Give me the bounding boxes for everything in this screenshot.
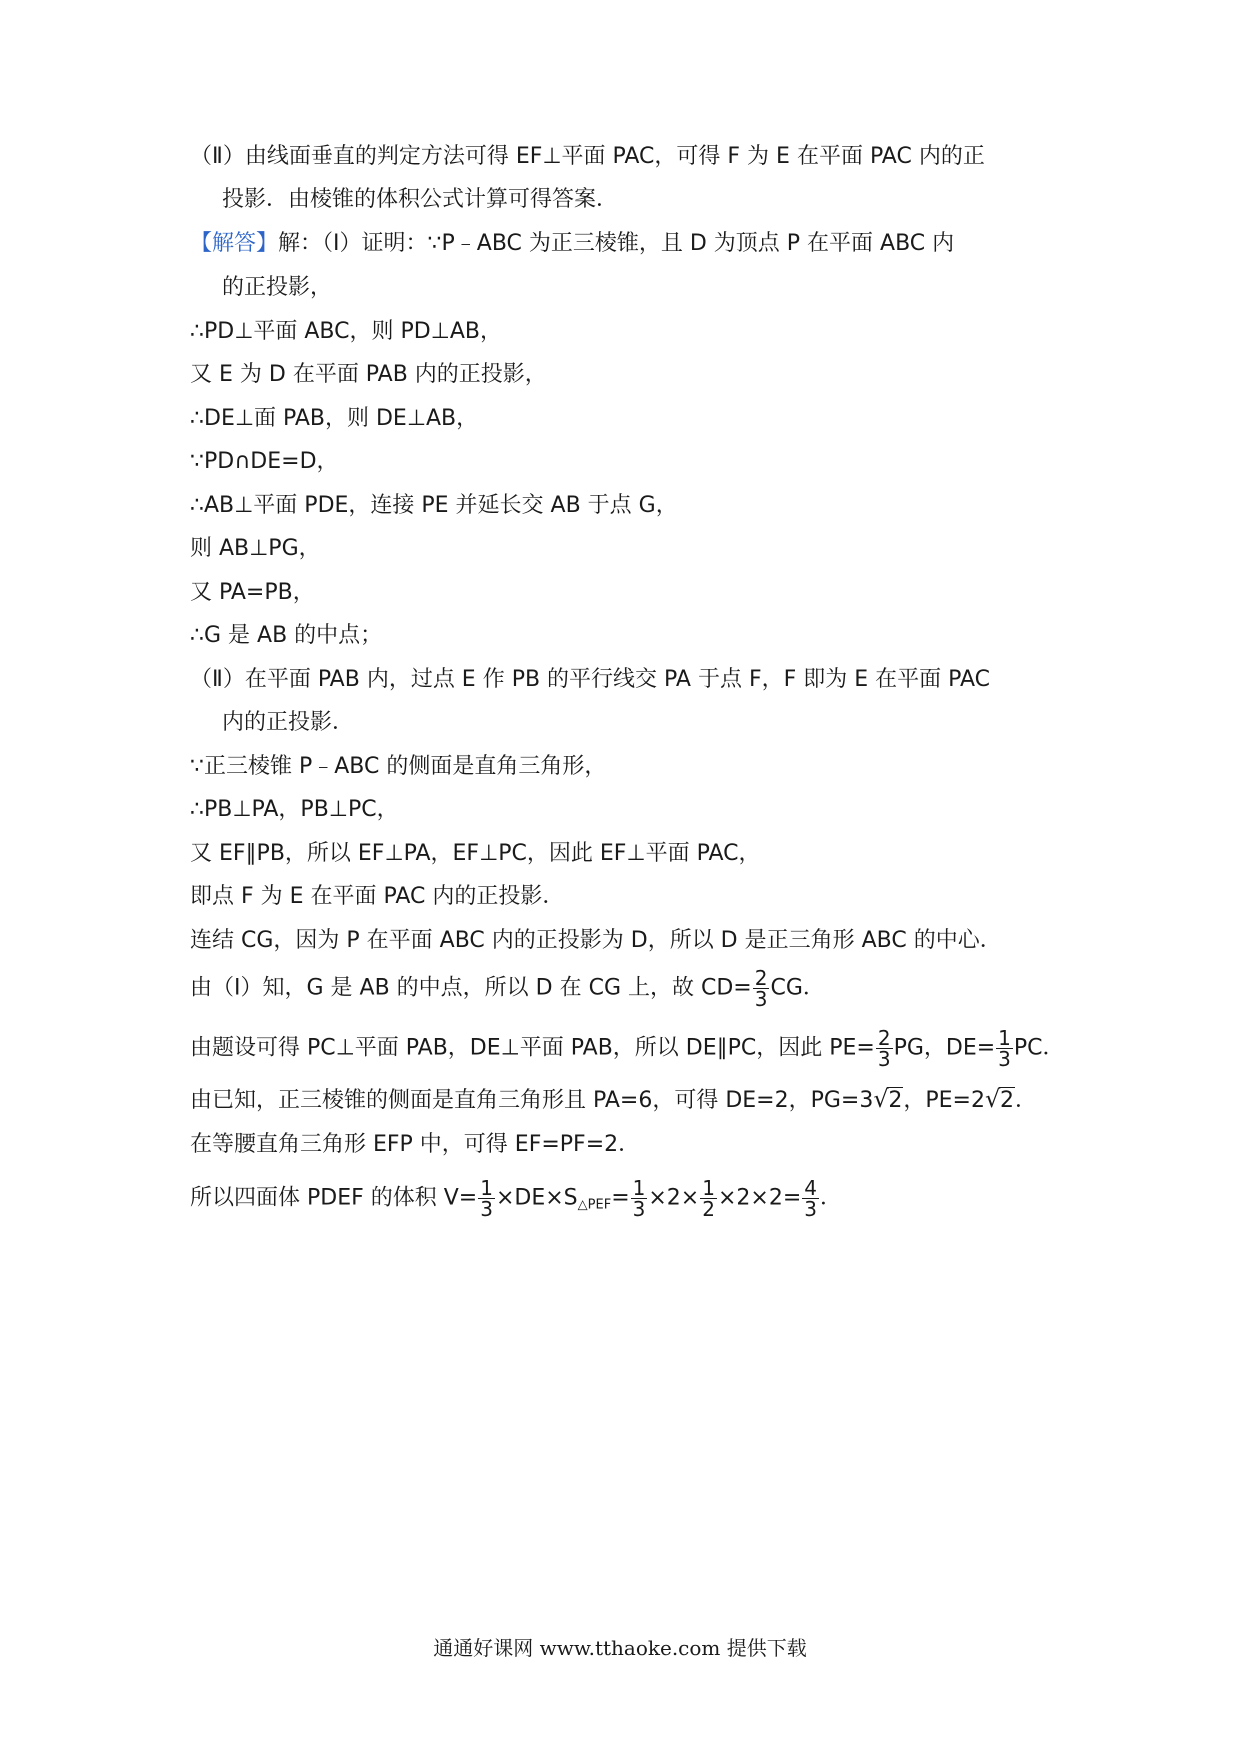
text-line: 又 E 为 D 在平面 PAB 内的正投影， bbox=[190, 362, 547, 387]
text-line: ∵PD∩DE=D， bbox=[190, 449, 339, 474]
text-span: 由题设可得 PC⊥平面 PAB，DE⊥平面 PAB，所以 DE∥PC，因此 PE= bbox=[190, 1035, 875, 1061]
text-line: 又 PA=PB， bbox=[190, 580, 315, 605]
formula-line bbox=[190, 1085, 1037, 1117]
text-span: PC． bbox=[1013, 1035, 1065, 1061]
denominator: 3 bbox=[877, 1047, 891, 1071]
text-line: ∴PD⊥平面 ABC，则 PD⊥AB， bbox=[190, 319, 502, 344]
radicand: 2 bbox=[999, 1088, 1014, 1113]
text-span: 所以四面体 PDEF 的体积 V= bbox=[190, 1185, 478, 1211]
numerator: 1 bbox=[998, 1026, 1011, 1050]
radical-sign: √ bbox=[873, 1085, 889, 1113]
text-span: ×2×2= bbox=[717, 1185, 802, 1211]
fraction bbox=[753, 968, 770, 1009]
text-line: 内的正投影． bbox=[222, 710, 355, 735]
text-line: 即点 F 为 E 在平面 PAC 内的正投影． bbox=[190, 884, 565, 909]
radical-sign: √ bbox=[984, 1085, 1001, 1113]
fraction bbox=[700, 1178, 717, 1219]
text-line: 则 AB⊥PG， bbox=[190, 536, 321, 561]
text-line: 的正投影， bbox=[222, 275, 333, 300]
text-span: 解：（Ⅰ）证明：∵P﹣ABC 为正三棱锥，且 D 为顶点 P 在平面 ABC 内 bbox=[278, 231, 955, 256]
text-line: ∴PB⊥PA，PB⊥PC， bbox=[190, 797, 399, 822]
fraction bbox=[876, 1028, 893, 1069]
numerator: 4 bbox=[804, 1176, 817, 1200]
denominator: 3 bbox=[632, 1197, 646, 1221]
answer-tag: 【解答】 bbox=[190, 231, 279, 256]
text-span: PG，DE= bbox=[893, 1035, 996, 1061]
radicand: 2 bbox=[888, 1088, 903, 1113]
fraction bbox=[478, 1178, 495, 1219]
numerator: 2 bbox=[877, 1026, 891, 1050]
answer-header-line bbox=[190, 228, 954, 260]
text-span: ×DE×S bbox=[495, 1185, 578, 1211]
text-span: CG． bbox=[770, 975, 825, 1001]
numerator: 2 bbox=[754, 966, 768, 990]
text-span: ． bbox=[820, 1185, 843, 1211]
text-span: = bbox=[611, 1185, 630, 1211]
fraction bbox=[996, 1028, 1013, 1069]
formula-line bbox=[190, 968, 825, 1009]
denominator: 3 bbox=[998, 1047, 1011, 1071]
denominator: 3 bbox=[754, 987, 768, 1011]
text-span: 由已知，正三棱锥的侧面是直角三角形且 PA=6，可得 DE=2，PG=3 bbox=[190, 1088, 874, 1113]
text-span: ×2× bbox=[648, 1185, 700, 1211]
text-line: 连结 CG，因为 P 在平面 ABC 内的正投影为 D，所以 D 是正三角形 ABC 的中心． bbox=[190, 928, 1002, 953]
square-root bbox=[873, 1085, 903, 1117]
text-line: ∴AB⊥平面 PDE，连接 PE 并延长交 AB 于点 G， bbox=[190, 493, 678, 518]
text-line: ∵正三棱锥 P﹣ABC 的侧面是直角三角形， bbox=[190, 754, 607, 779]
text-line: 在等腰直角三角形 EFP 中，可得 EF=PF=2． bbox=[190, 1132, 641, 1157]
formula-line bbox=[190, 1028, 1065, 1069]
subscript: △PEF bbox=[577, 1197, 612, 1213]
numerator: 1 bbox=[480, 1176, 493, 1200]
text-span: ，PE=2 bbox=[903, 1088, 985, 1113]
denominator: 2 bbox=[702, 1197, 715, 1221]
denominator: 3 bbox=[480, 1197, 493, 1221]
page-footer: 通通好课网 www.tthaoke.com 提供下载 bbox=[433, 1636, 807, 1660]
text-span: 由（Ⅰ）知，G 是 AB 的中点，所以 D 在 CG 上，故 CD= bbox=[190, 975, 752, 1001]
square-root bbox=[985, 1085, 1015, 1117]
numerator: 1 bbox=[702, 1176, 715, 1200]
text-line: （Ⅱ）由线面垂直的判定方法可得 EF⊥平面 PAC，可得 F 为 E 在平面 PAC 内的正 bbox=[190, 144, 985, 169]
fraction bbox=[802, 1178, 819, 1219]
text-line: 投影．由棱锥的体积公式计算可得答案． bbox=[222, 187, 619, 212]
fraction bbox=[631, 1178, 648, 1219]
text-line: ∴DE⊥面 PAB，则 DE⊥AB， bbox=[190, 406, 479, 431]
numerator: 1 bbox=[632, 1176, 646, 1200]
text-span: ． bbox=[1014, 1088, 1037, 1113]
formula-line bbox=[190, 1178, 842, 1222]
text-line: 又 EF∥PB，所以 EF⊥PA，EF⊥PC，因此 EF⊥平面 PAC， bbox=[190, 841, 761, 866]
denominator: 3 bbox=[804, 1197, 817, 1221]
text-line: ∴G 是 AB 的中点； bbox=[190, 623, 383, 648]
text-line: （Ⅱ）在平面 PAB 内，过点 E 作 PB 的平行线交 PA 于点 F，F 即为 E 在平面 PAC bbox=[190, 667, 991, 692]
